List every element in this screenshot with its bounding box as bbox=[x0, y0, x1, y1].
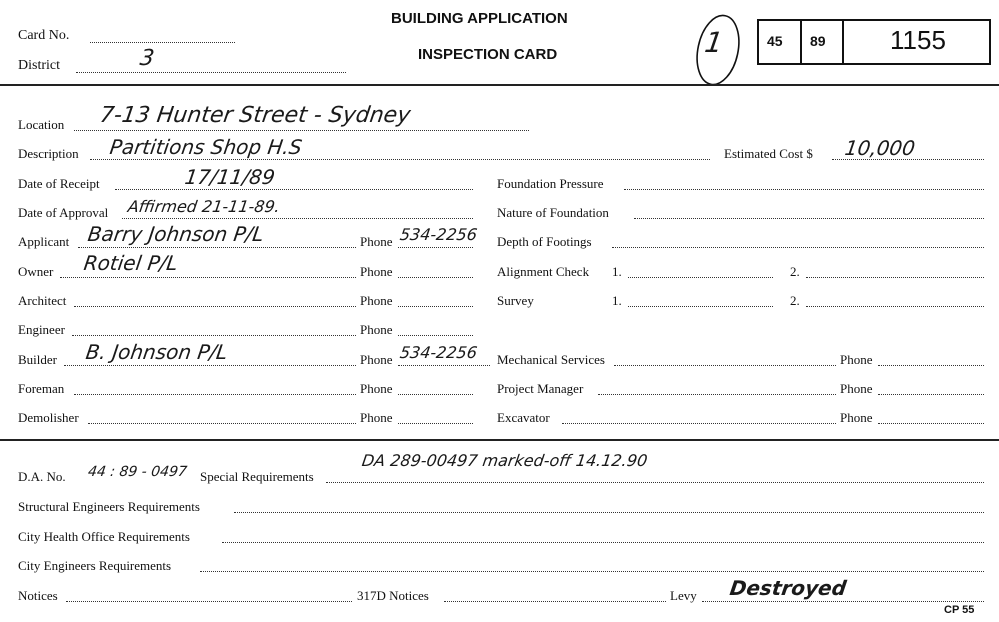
engineer-label: Engineer bbox=[18, 322, 65, 337]
card-no-line bbox=[90, 42, 235, 43]
mechanical-label: Mechanical Services bbox=[497, 352, 605, 367]
reference-box-divider bbox=[842, 21, 844, 63]
reference-box-divider bbox=[800, 21, 802, 63]
applicant-line bbox=[78, 247, 356, 248]
description-value: Partitions Shop H.S bbox=[108, 135, 304, 159]
levy-value: Destroyed bbox=[728, 576, 848, 600]
architect-phone-line bbox=[398, 306, 473, 307]
foundation-pressure-line bbox=[624, 189, 984, 190]
footer-code: CP 55 bbox=[944, 604, 975, 616]
city-engineers-line bbox=[200, 571, 984, 572]
owner-value: Rotiel P/L bbox=[82, 251, 180, 275]
reference-box bbox=[757, 19, 991, 65]
applicant-phone-line bbox=[398, 247, 473, 248]
city-engineers-label: City Engineers Requirements bbox=[18, 558, 172, 573]
mechanical-phone-line bbox=[878, 365, 984, 366]
project-manager-line bbox=[598, 394, 836, 395]
alignment-num2: 2. bbox=[790, 264, 800, 279]
alignment-line2 bbox=[806, 277, 984, 278]
levy-line bbox=[702, 601, 984, 602]
levy-label: Levy bbox=[670, 588, 697, 603]
structural-line bbox=[234, 512, 984, 513]
description-line bbox=[90, 159, 710, 160]
excavator-label: Excavator bbox=[497, 410, 550, 425]
health-line bbox=[222, 542, 984, 543]
structural-label: Structural Engineers Requirements bbox=[18, 499, 200, 514]
form-title-line1: BUILDING APPLICATION bbox=[391, 10, 568, 27]
nature-foundation-line bbox=[634, 218, 984, 219]
owner-label: Owner bbox=[18, 264, 54, 279]
receipt-line bbox=[115, 189, 473, 190]
survey-line2 bbox=[806, 306, 984, 307]
description-label: Description bbox=[18, 146, 79, 161]
builder-label: Builder bbox=[18, 352, 57, 367]
excavator-phone-line bbox=[878, 423, 984, 424]
da-label: D.A. No. bbox=[18, 469, 66, 484]
demolisher-line bbox=[88, 423, 356, 424]
builder-value: B. Johnson P/L bbox=[84, 340, 230, 364]
builder-phone-line bbox=[398, 365, 490, 366]
reference-box-a: 45 bbox=[767, 33, 783, 49]
notices-317d-label: 317D Notices bbox=[357, 588, 429, 603]
health-label: City Health Office Requirements bbox=[18, 529, 190, 544]
project-manager-phone-line bbox=[878, 394, 984, 395]
depth-footings-line bbox=[612, 247, 984, 248]
survey-line1 bbox=[628, 306, 773, 307]
project-manager-phone-label: Phone bbox=[840, 381, 873, 396]
applicant-phone-value: 534-2256 bbox=[398, 225, 479, 244]
depth-footings-label: Depth of Footings bbox=[497, 234, 592, 249]
notices-label: Notices bbox=[18, 588, 58, 603]
circled-mark-value: 1 bbox=[702, 26, 726, 59]
excavator-phone-label: Phone bbox=[840, 410, 873, 425]
estimated-cost-label: Estimated Cost $ bbox=[724, 146, 813, 161]
notices-317d-line bbox=[444, 601, 666, 602]
location-line bbox=[74, 130, 529, 131]
foundation-pressure-label: Foundation Pressure bbox=[497, 176, 604, 191]
builder-phone-value: 534-2256 bbox=[398, 343, 479, 362]
location-label: Location bbox=[18, 117, 65, 132]
notices-line bbox=[66, 601, 352, 602]
builder-phone-label: Phone bbox=[360, 352, 393, 367]
project-manager-label: Project Manager bbox=[497, 381, 584, 396]
engineer-phone-line bbox=[398, 335, 473, 336]
form-title-line2: INSPECTION CARD bbox=[418, 46, 558, 63]
foreman-label: Foreman bbox=[18, 381, 65, 396]
estimated-cost-value: 10,000 bbox=[843, 136, 917, 160]
district-line bbox=[76, 72, 346, 73]
district-value: 3 bbox=[138, 46, 156, 71]
architect-phone-label: Phone bbox=[360, 293, 393, 308]
demolisher-phone-label: Phone bbox=[360, 410, 393, 425]
survey-label: Survey bbox=[497, 293, 534, 308]
foreman-line bbox=[74, 394, 356, 395]
applicant-phone-label: Phone bbox=[360, 234, 393, 249]
survey-num2: 2. bbox=[790, 293, 800, 308]
architect-line bbox=[74, 306, 356, 307]
special-label: Special Requirements bbox=[200, 469, 314, 484]
excavator-line bbox=[562, 423, 836, 424]
approval-label: Date of Approval bbox=[18, 205, 109, 220]
owner-phone-label: Phone bbox=[360, 264, 393, 279]
applicant-label: Applicant bbox=[18, 234, 70, 249]
approval-value: Affirmed 21-11-89. bbox=[126, 197, 282, 216]
location-value: 7-13 Hunter Street - Sydney bbox=[98, 103, 413, 128]
mechanical-line bbox=[614, 365, 836, 366]
owner-line bbox=[60, 277, 356, 278]
demolisher-phone-line bbox=[398, 423, 473, 424]
card-no-label: Card No. bbox=[18, 28, 70, 43]
nature-foundation-label: Nature of Foundation bbox=[497, 205, 609, 220]
applicant-value: Barry Johnson P/L bbox=[86, 222, 266, 246]
builder-line bbox=[64, 365, 356, 366]
da-value: 44 : 89 - 0497 bbox=[86, 464, 188, 480]
demolisher-label: Demolisher bbox=[18, 410, 79, 425]
reference-box-b: 89 bbox=[810, 33, 826, 49]
approval-line bbox=[122, 218, 473, 219]
alignment-line1 bbox=[628, 277, 773, 278]
foreman-phone-line bbox=[398, 394, 473, 395]
alignment-num1: 1. bbox=[612, 264, 622, 279]
section-divider bbox=[0, 84, 999, 86]
architect-label: Architect bbox=[18, 293, 67, 308]
engineer-phone-label: Phone bbox=[360, 322, 393, 337]
reference-box-c: 1155 bbox=[890, 25, 946, 55]
section-divider bbox=[0, 439, 999, 441]
mechanical-phone-label: Phone bbox=[840, 352, 873, 367]
district-label: District bbox=[18, 58, 60, 73]
owner-phone-line bbox=[398, 277, 473, 278]
receipt-value: 17/11/89 bbox=[183, 165, 277, 189]
special-value: DA 289-00497 marked-off 14.12.90 bbox=[360, 451, 649, 470]
foreman-phone-label: Phone bbox=[360, 381, 393, 396]
engineer-line bbox=[72, 335, 356, 336]
survey-num1: 1. bbox=[612, 293, 622, 308]
special-line bbox=[326, 482, 984, 483]
receipt-label: Date of Receipt bbox=[18, 176, 100, 191]
alignment-label: Alignment Check bbox=[497, 264, 590, 279]
